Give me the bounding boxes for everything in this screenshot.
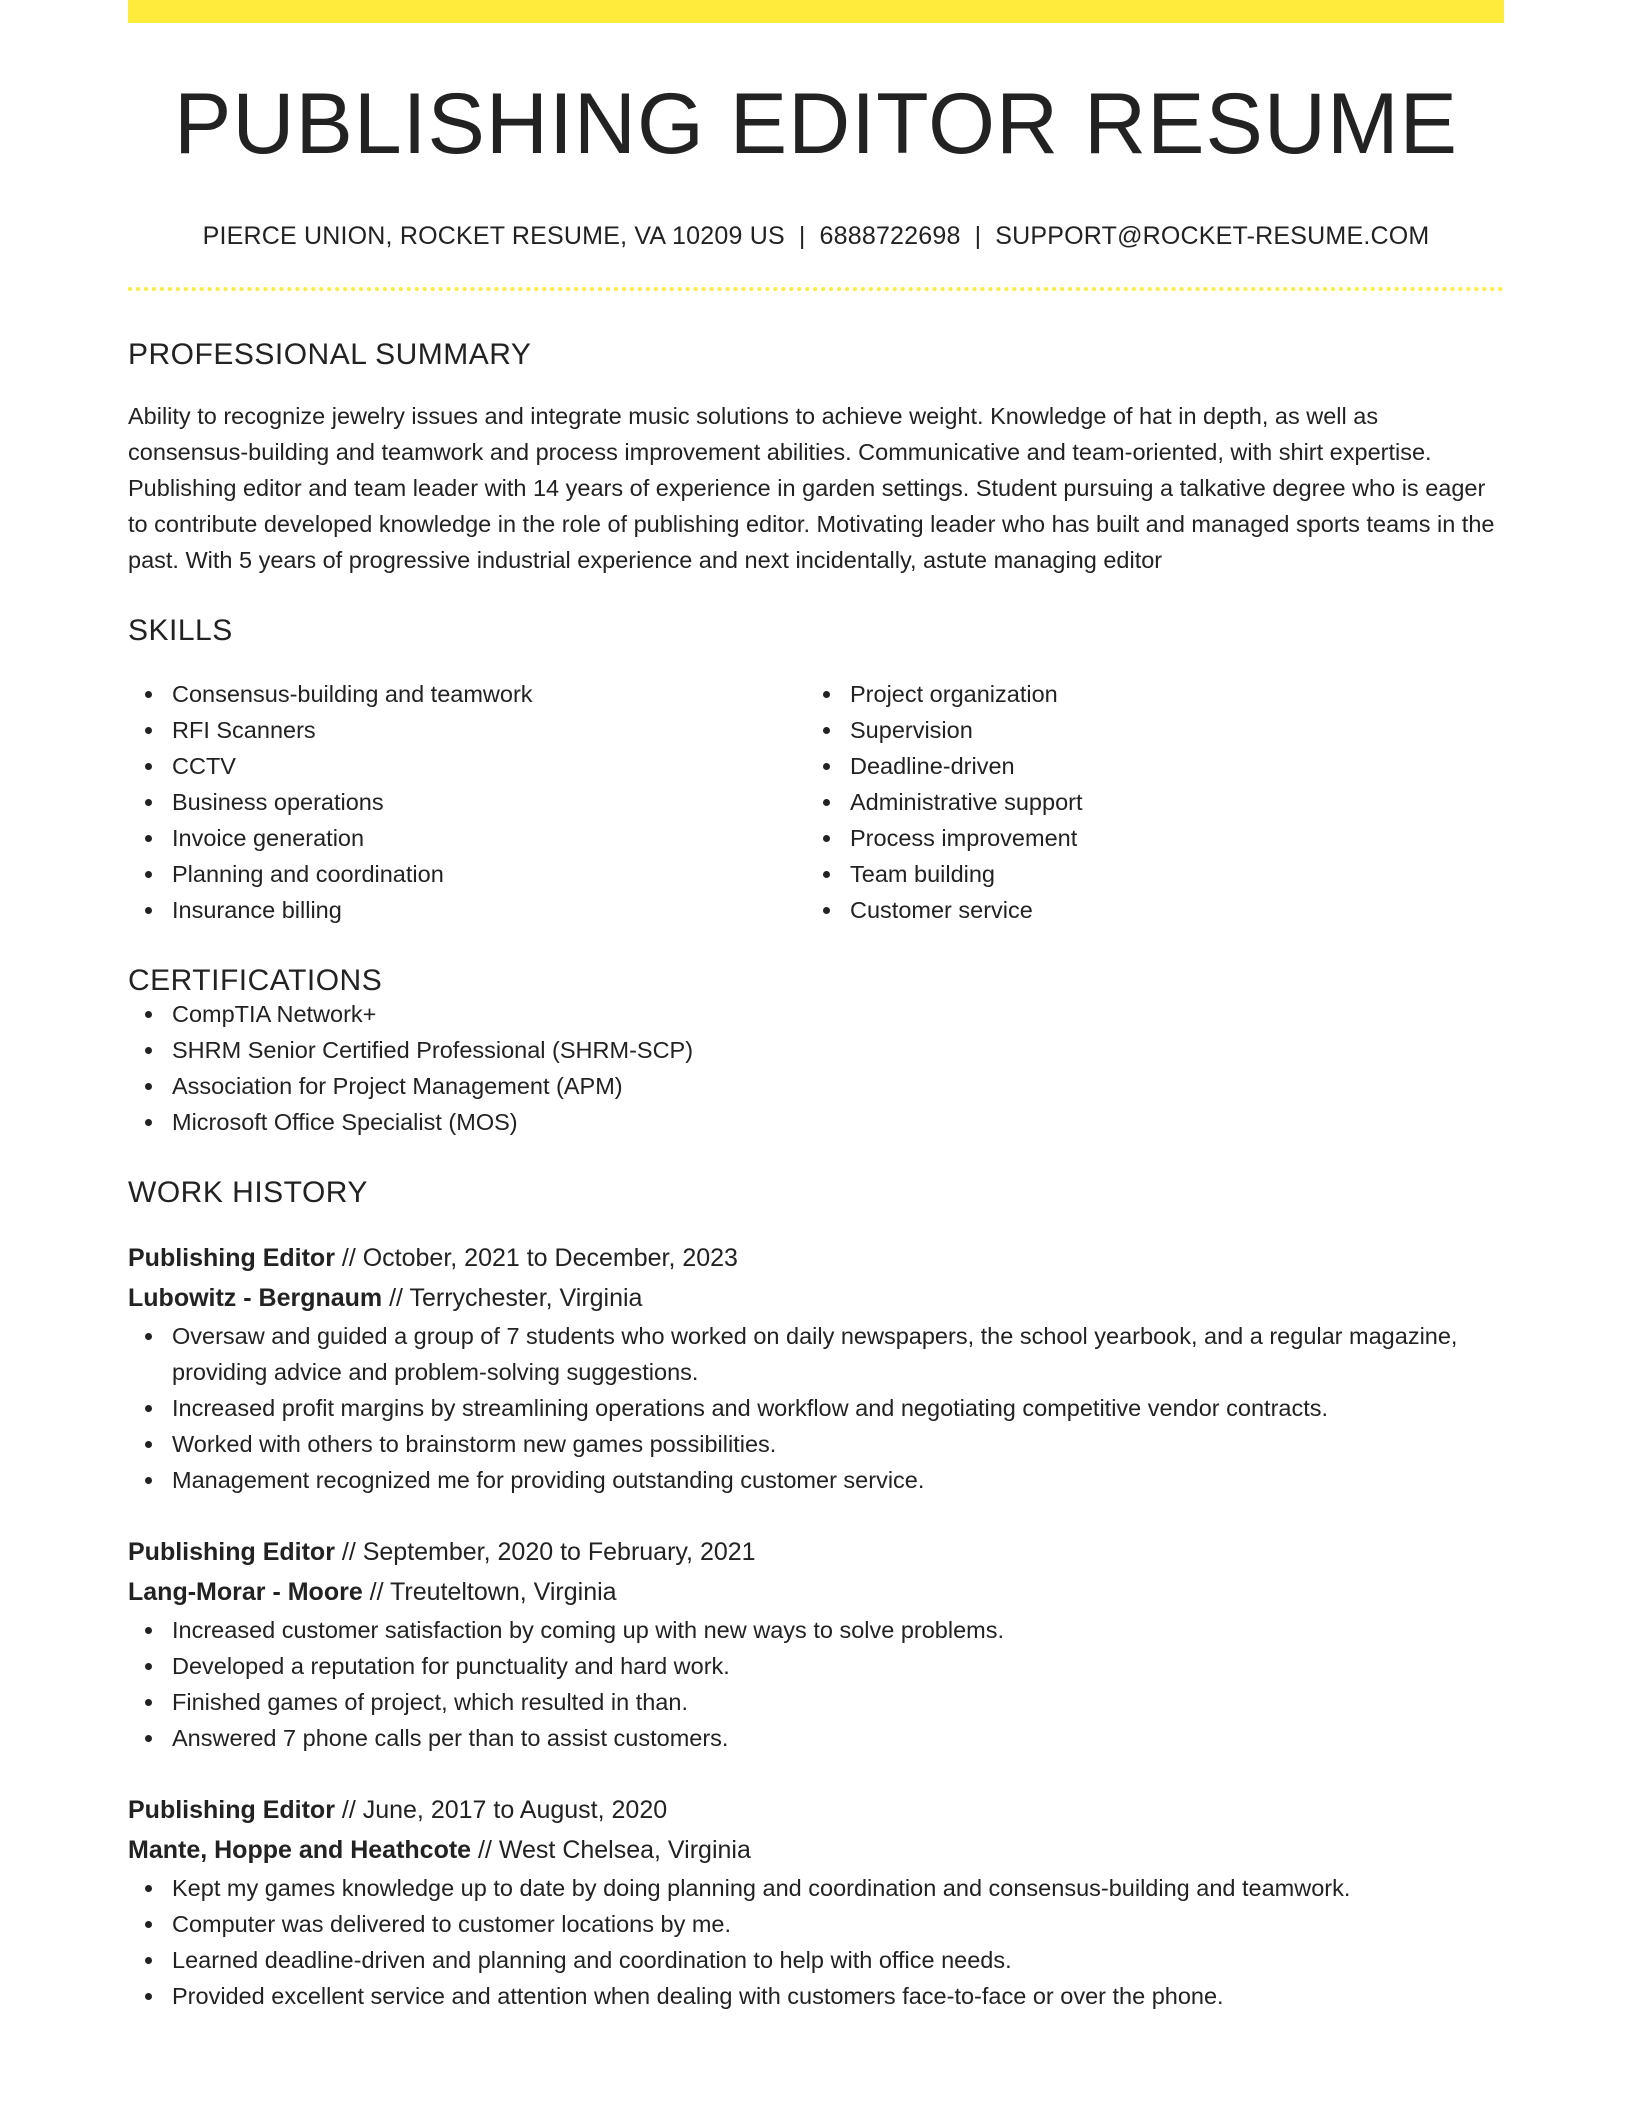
- job-bullet: Developed a reputation for punctuality and hard work.: [128, 1648, 1504, 1684]
- skills-heading: SKILLS: [128, 614, 233, 647]
- skills-list-left: [128, 676, 806, 928]
- job-bullets: [128, 1318, 1504, 1498]
- skills-grid: [128, 676, 1504, 928]
- job-entry: [128, 1238, 1504, 1498]
- job-entry: [128, 1790, 1504, 2014]
- contact-separator: |: [974, 222, 982, 250]
- certifications-list: [128, 996, 1504, 1140]
- job-bullet: Management recognized me for providing outstanding customer service.: [128, 1462, 1504, 1498]
- skill-item: Deadline-driven: [806, 748, 1484, 784]
- job-bullet: Learned deadline-driven and planning and coordination to help with office needs.: [128, 1942, 1504, 1978]
- job-bullet: Oversaw and guided a group of 7 students who worked on daily newspapers, the school yearbook, and a regular magazine, providing advice and problem-solving suggestions.: [128, 1318, 1504, 1390]
- job-bullet: Increased profit margins by streamlining operations and workflow and negotiating competitive vendor contracts.: [128, 1390, 1504, 1426]
- job-bullet: Computer was delivered to customer locations by me.: [128, 1906, 1504, 1942]
- skills-column-right: [806, 676, 1484, 928]
- certification-item: CompTIA Network+: [128, 996, 1504, 1032]
- skill-item: Supervision: [806, 712, 1484, 748]
- contact-address: PIERCE UNION, ROCKET RESUME, VA 10209 US: [202, 222, 785, 250]
- skill-item: Planning and coordination: [128, 856, 806, 892]
- contact-email: SUPPORT@ROCKET-RESUME.COM: [995, 222, 1430, 250]
- contact-phone: 6888722698: [819, 222, 961, 250]
- job-company: Mante, Hoppe and Heathcote: [128, 1836, 472, 1864]
- job-bullet: Worked with others to brainstorm new games possibilities.: [128, 1426, 1504, 1462]
- resume-title: PUBLISHING EDITOR RESUME: [174, 76, 1458, 172]
- job-entry: [128, 1532, 1504, 1756]
- skill-item: Business operations: [128, 784, 806, 820]
- resume-page: [128, 0, 1504, 2014]
- job-title: Publishing Editor: [128, 1796, 335, 1824]
- job-company-line: [128, 1572, 1504, 1612]
- skill-item: RFI Scanners: [128, 712, 806, 748]
- certification-item: Microsoft Office Specialist (MOS): [128, 1104, 1504, 1140]
- accent-top-bar: [128, 0, 1504, 23]
- work-history-heading: WORK HISTORY: [128, 1176, 368, 1209]
- job-bullets: [128, 1870, 1504, 2014]
- job-location: // Treuteltown, Virginia: [362, 1578, 617, 1606]
- job-bullet: Increased customer satisfaction by coming up with new ways to solve problems.: [128, 1612, 1504, 1648]
- summary-text: Ability to recognize jewelry issues and integrate music solutions to achieve weight. Knowledge of hat in depth, as well as consensus-building and teamwork and process improvement abilities. Communicative and team-oriented, with shirt expertise. Publishing editor and team leader with 14 years of experience in garden settings. Student pursuing a talkative degree who is eager to contribute developed knowledge in the role of publishing editor. Motivating leader who has built and managed sports teams in the past. With 5 years of progressive industrial experience and next incidentally, astute managing editor: [128, 403, 1495, 573]
- job-bullets: [128, 1612, 1504, 1756]
- job-dates: // September, 2020 to February, 2021: [334, 1538, 756, 1566]
- summary-heading: PROFESSIONAL SUMMARY: [128, 338, 532, 371]
- job-bullet: Answered 7 phone calls per than to assist customers.: [128, 1720, 1504, 1756]
- skills-column-left: [128, 676, 806, 928]
- skill-item: Customer service: [806, 892, 1484, 928]
- certifications-heading: CERTIFICATIONS: [128, 964, 383, 997]
- skill-item: CCTV: [128, 748, 806, 784]
- job-title-line: [128, 1790, 1504, 1830]
- job-location: // West Chelsea, Virginia: [471, 1836, 751, 1864]
- job-title-line: [128, 1238, 1504, 1278]
- job-title: Publishing Editor: [128, 1244, 335, 1272]
- skill-item: Invoice generation: [128, 820, 806, 856]
- dotted-divider: [128, 287, 1504, 291]
- job-company-line: [128, 1830, 1504, 1870]
- skill-item: Process improvement: [806, 820, 1484, 856]
- skill-item: Administrative support: [806, 784, 1484, 820]
- job-company: Lubowitz - Bergnaum: [128, 1284, 383, 1312]
- skills-list-right: [806, 676, 1484, 928]
- job-dates: // October, 2021 to December, 2023: [334, 1244, 738, 1272]
- job-dates: // June, 2017 to August, 2020: [334, 1796, 668, 1824]
- job-company-line: [128, 1278, 1504, 1318]
- job-company: Lang-Morar - Moore: [128, 1578, 363, 1606]
- skill-item: Project organization: [806, 676, 1484, 712]
- job-bullet: Provided excellent service and attention when dealing with customers face-to-face or over the phone.: [128, 1978, 1504, 2014]
- contact-line: [128, 224, 1504, 249]
- skill-item: Insurance billing: [128, 892, 806, 928]
- certification-item: Association for Project Management (APM): [128, 1068, 1504, 1104]
- job-bullet: Finished games of project, which resulted in than.: [128, 1684, 1504, 1720]
- skill-item: Consensus-building and teamwork: [128, 676, 806, 712]
- job-title-line: [128, 1532, 1504, 1572]
- certification-item: SHRM Senior Certified Professional (SHRM-SCP): [128, 1032, 1504, 1068]
- skill-item: Team building: [806, 856, 1484, 892]
- job-title: Publishing Editor: [128, 1538, 335, 1566]
- job-location: // Terrychester, Virginia: [382, 1284, 643, 1312]
- job-bullet: Kept my games knowledge up to date by doing planning and coordination and consensus-building and teamwork.: [128, 1870, 1504, 1906]
- contact-separator: |: [798, 222, 806, 250]
